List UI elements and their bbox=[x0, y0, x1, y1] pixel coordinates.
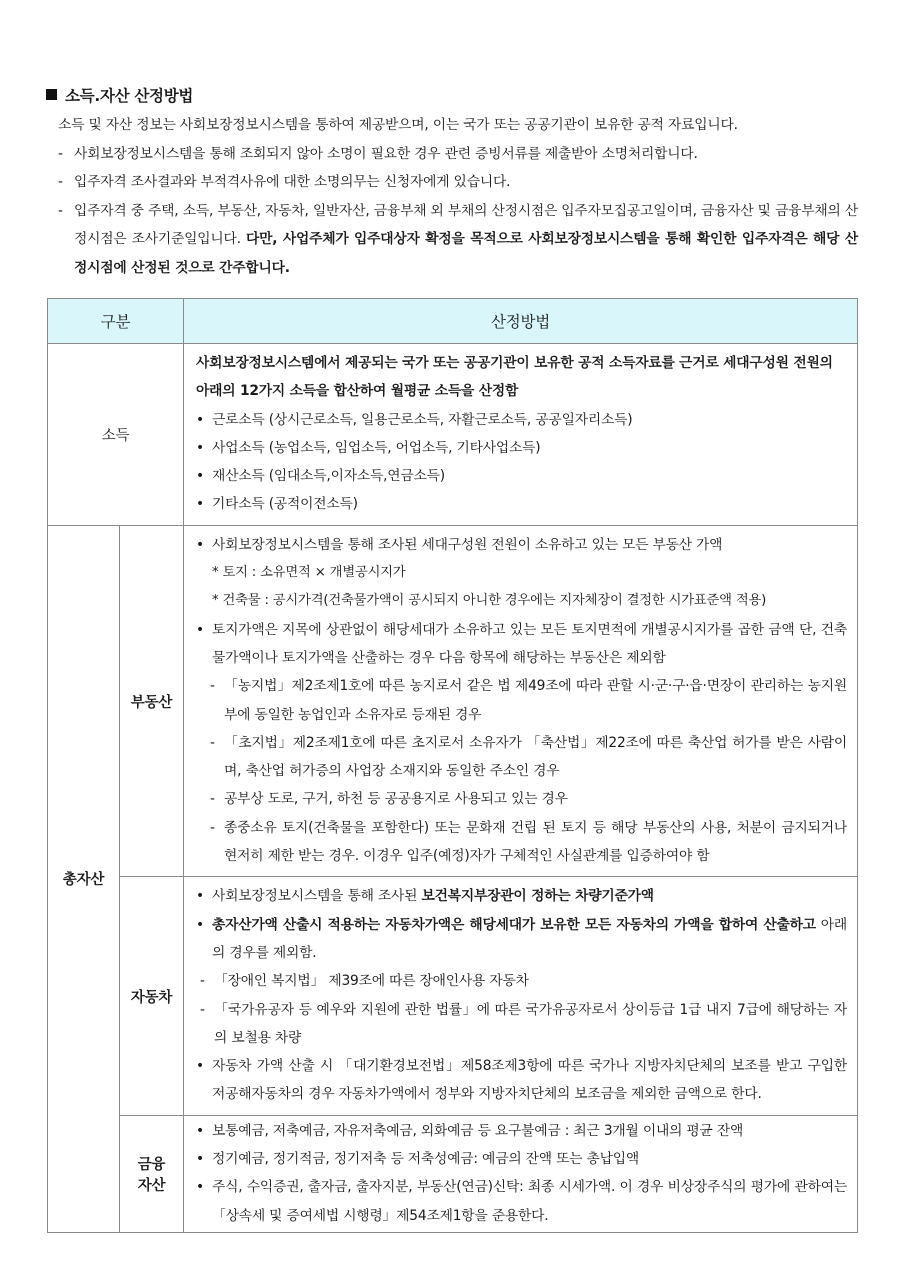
total-assets-label: 총자산 bbox=[48, 525, 120, 1232]
finance-row bbox=[48, 1115, 858, 1232]
realestate-exclusion: - 「초지법」제2조제1호에 따른 초지로서 소유자가 「축산법」제22조에 따른 축산업 허가를 받은 사람이며, 축산업 허가증의 사업장 소재지와 동일한 주소인 경우 bbox=[210, 734, 847, 780]
section-heading bbox=[46, 84, 193, 106]
table-header-row bbox=[48, 299, 858, 344]
income-row bbox=[48, 344, 858, 526]
income-item: • 재산소득 (임대소득,이자소득,연금소득) bbox=[196, 468, 445, 485]
square-bullet-icon bbox=[46, 89, 57, 100]
intro-item: - 사회보장정보시스템을 통해 조회되지 않아 소명이 필요한 경우 관련 증빙서류를 제출받아 소명처리합니다. bbox=[58, 145, 698, 162]
car-item: • 총자산가액 산출시 적용하는 자동차가액은 해당세대가 보유한 모든 자동차의 가액을 합하여 산출하고 아래의 경우를 제외함. bbox=[196, 916, 847, 961]
realestate-exclusion: - 종중소유 토지(건축물을 포함한다) 또는 문화재 건립 된 토지 등 해당 부동산의 사용, 처분이 금지되거나 현저히 제한 받는 경우. 이경우 입주(예정)자가 구체적인 사실관계를 입증하여야 함 bbox=[210, 819, 847, 865]
intro-item: - 입주자격 중 주택, 소득, 부동산, 자동차, 일반자산, 금융부채 외 부채의 산정시점은 입주자모집공고일이며, 금융자산 및 금융부채의 산정시점은 조사기준일입니다. 다만, 사업주체가 입주대상자 확정을 목적으로 사회보장정보시스템을 통해 확인한 입주자격은 해당 산정시점에 산정된 것으로 간주합니다. bbox=[58, 202, 858, 276]
intro-block bbox=[58, 111, 858, 282]
car-item: • 사회보장정보시스템을 통해 조사된 보건복지부장관이 정하는 차량기준가액 bbox=[196, 888, 654, 905]
header-category: 구분 bbox=[48, 299, 184, 344]
income-label: 소득 bbox=[48, 344, 184, 526]
finance-label: 금융 자산 bbox=[120, 1115, 184, 1232]
car-exclusion: - 「국가유공자 등 예우와 지원에 관한 법률」에 따른 국가유공자로서 상이등급 1급 내지 7급에 해당하는 자의 보철용 차량 bbox=[200, 1001, 847, 1046]
intro-item: - 입주자격 조사결과와 부적격사유에 대한 소명의무는 신청자에게 있습니다. bbox=[58, 174, 511, 190]
realestate-exclusion: - 공부상 도로, 구거, 하천 등 공공용지로 사용되고 있는 경우 bbox=[210, 791, 568, 808]
realestate-exclusion: - 「농지법」제2조제1호에 따른 농지로서 같은 법 제49조에 따라 관할 시·군·구·읍·면장이 관리하는 농지원부에 동일한 농업인과 소유자로 등재된 경우 bbox=[210, 678, 847, 723]
income-content bbox=[184, 344, 858, 526]
car-label: 자동차 bbox=[120, 877, 184, 1115]
car-row bbox=[48, 877, 858, 1115]
realestate-sub: * 건축물 : 공시가격(건축물가액이 공시되지 아니한 경우에는 지자체장이 결정한 시가표준액 적용) bbox=[212, 593, 767, 609]
realestate-sub: * 토지 : 소유면적 × 개별공시지가 bbox=[212, 565, 406, 581]
car-exclusion: - 「장애인 복지법」 제39조에 따른 장애인사용 자동차 bbox=[200, 973, 529, 990]
section-heading-text: 소득.자산 산정방법 bbox=[65, 87, 194, 105]
intro-lead: 소득 및 자산 정보는 사회보장정보시스템을 통하여 제공받으며, 이는 국가 또는 공공기관이 보유한 공적 자료입니다. bbox=[58, 117, 738, 133]
finance-item: • 보통예금, 저축예금, 자유저축예금, 외화예금 등 요구불예금 : 최근 3개월 이내의 평균 잔액 bbox=[196, 1122, 744, 1139]
realestate-row bbox=[48, 525, 858, 877]
finance-content bbox=[184, 1115, 858, 1232]
realestate-item: • 사회보장정보시스템을 통해 조사된 세대구성원 전원이 소유하고 있는 모든 부동산 가액 bbox=[196, 536, 723, 553]
finance-item: • 주식, 수익증권, 출자금, 출자지분, 부동산(연금)신탁: 최종 시세가액. 이 경우 비상장주식의 평가에 관하여는「상속세 및 증여세법 시행령」제54조제1항을 준용한다. bbox=[196, 1179, 847, 1224]
income-item: • 근로소득 (상시근로소득, 일용근로소득, 자활근로소득, 공공일자리소득) bbox=[196, 411, 633, 428]
income-item: • 기타소득 (공적이전소득) bbox=[196, 496, 358, 513]
realestate-label: 부동산 bbox=[120, 525, 184, 877]
car-content bbox=[184, 877, 858, 1115]
assessment-table bbox=[47, 298, 858, 1233]
income-item: • 사업소득 (농업소득, 임업소득, 어업소득, 기타사업소득) bbox=[196, 439, 541, 456]
finance-item: • 정기예금, 정기적금, 정기저축 등 저축성예금: 예금의 잔액 또는 총납입액 bbox=[196, 1151, 640, 1168]
realestate-content bbox=[184, 525, 858, 877]
realestate-item: • 토지가액은 지목에 상관없이 해당세대가 소유하고 있는 모든 토지면적에 개별공시지가를 곱한 금액 단, 건축물가액이나 토지가액을 산출하는 경우 다음 항목에 해당하는 부동산은 제외함 bbox=[196, 621, 847, 666]
header-method: 산정방법 bbox=[184, 299, 858, 344]
income-lead: 사회보장정보시스템에서 제공되는 국가 또는 공공기관이 보유한 공적 소득자료를 근거로 세대구성원 전원의 아래의 12가지 소득을 합산하여 월평균 소득을 산정함 bbox=[196, 355, 833, 400]
car-item: • 자동차 가액 산출 시 「대기환경보전법」제58조제3항에 따른 국가나 지방자치단체의 보조를 받고 구입한 저공해자동차의 경우 자동차가액에서 정부와 지방자치단체의 보조금을 제외한 금액으로 한다. bbox=[196, 1058, 847, 1103]
